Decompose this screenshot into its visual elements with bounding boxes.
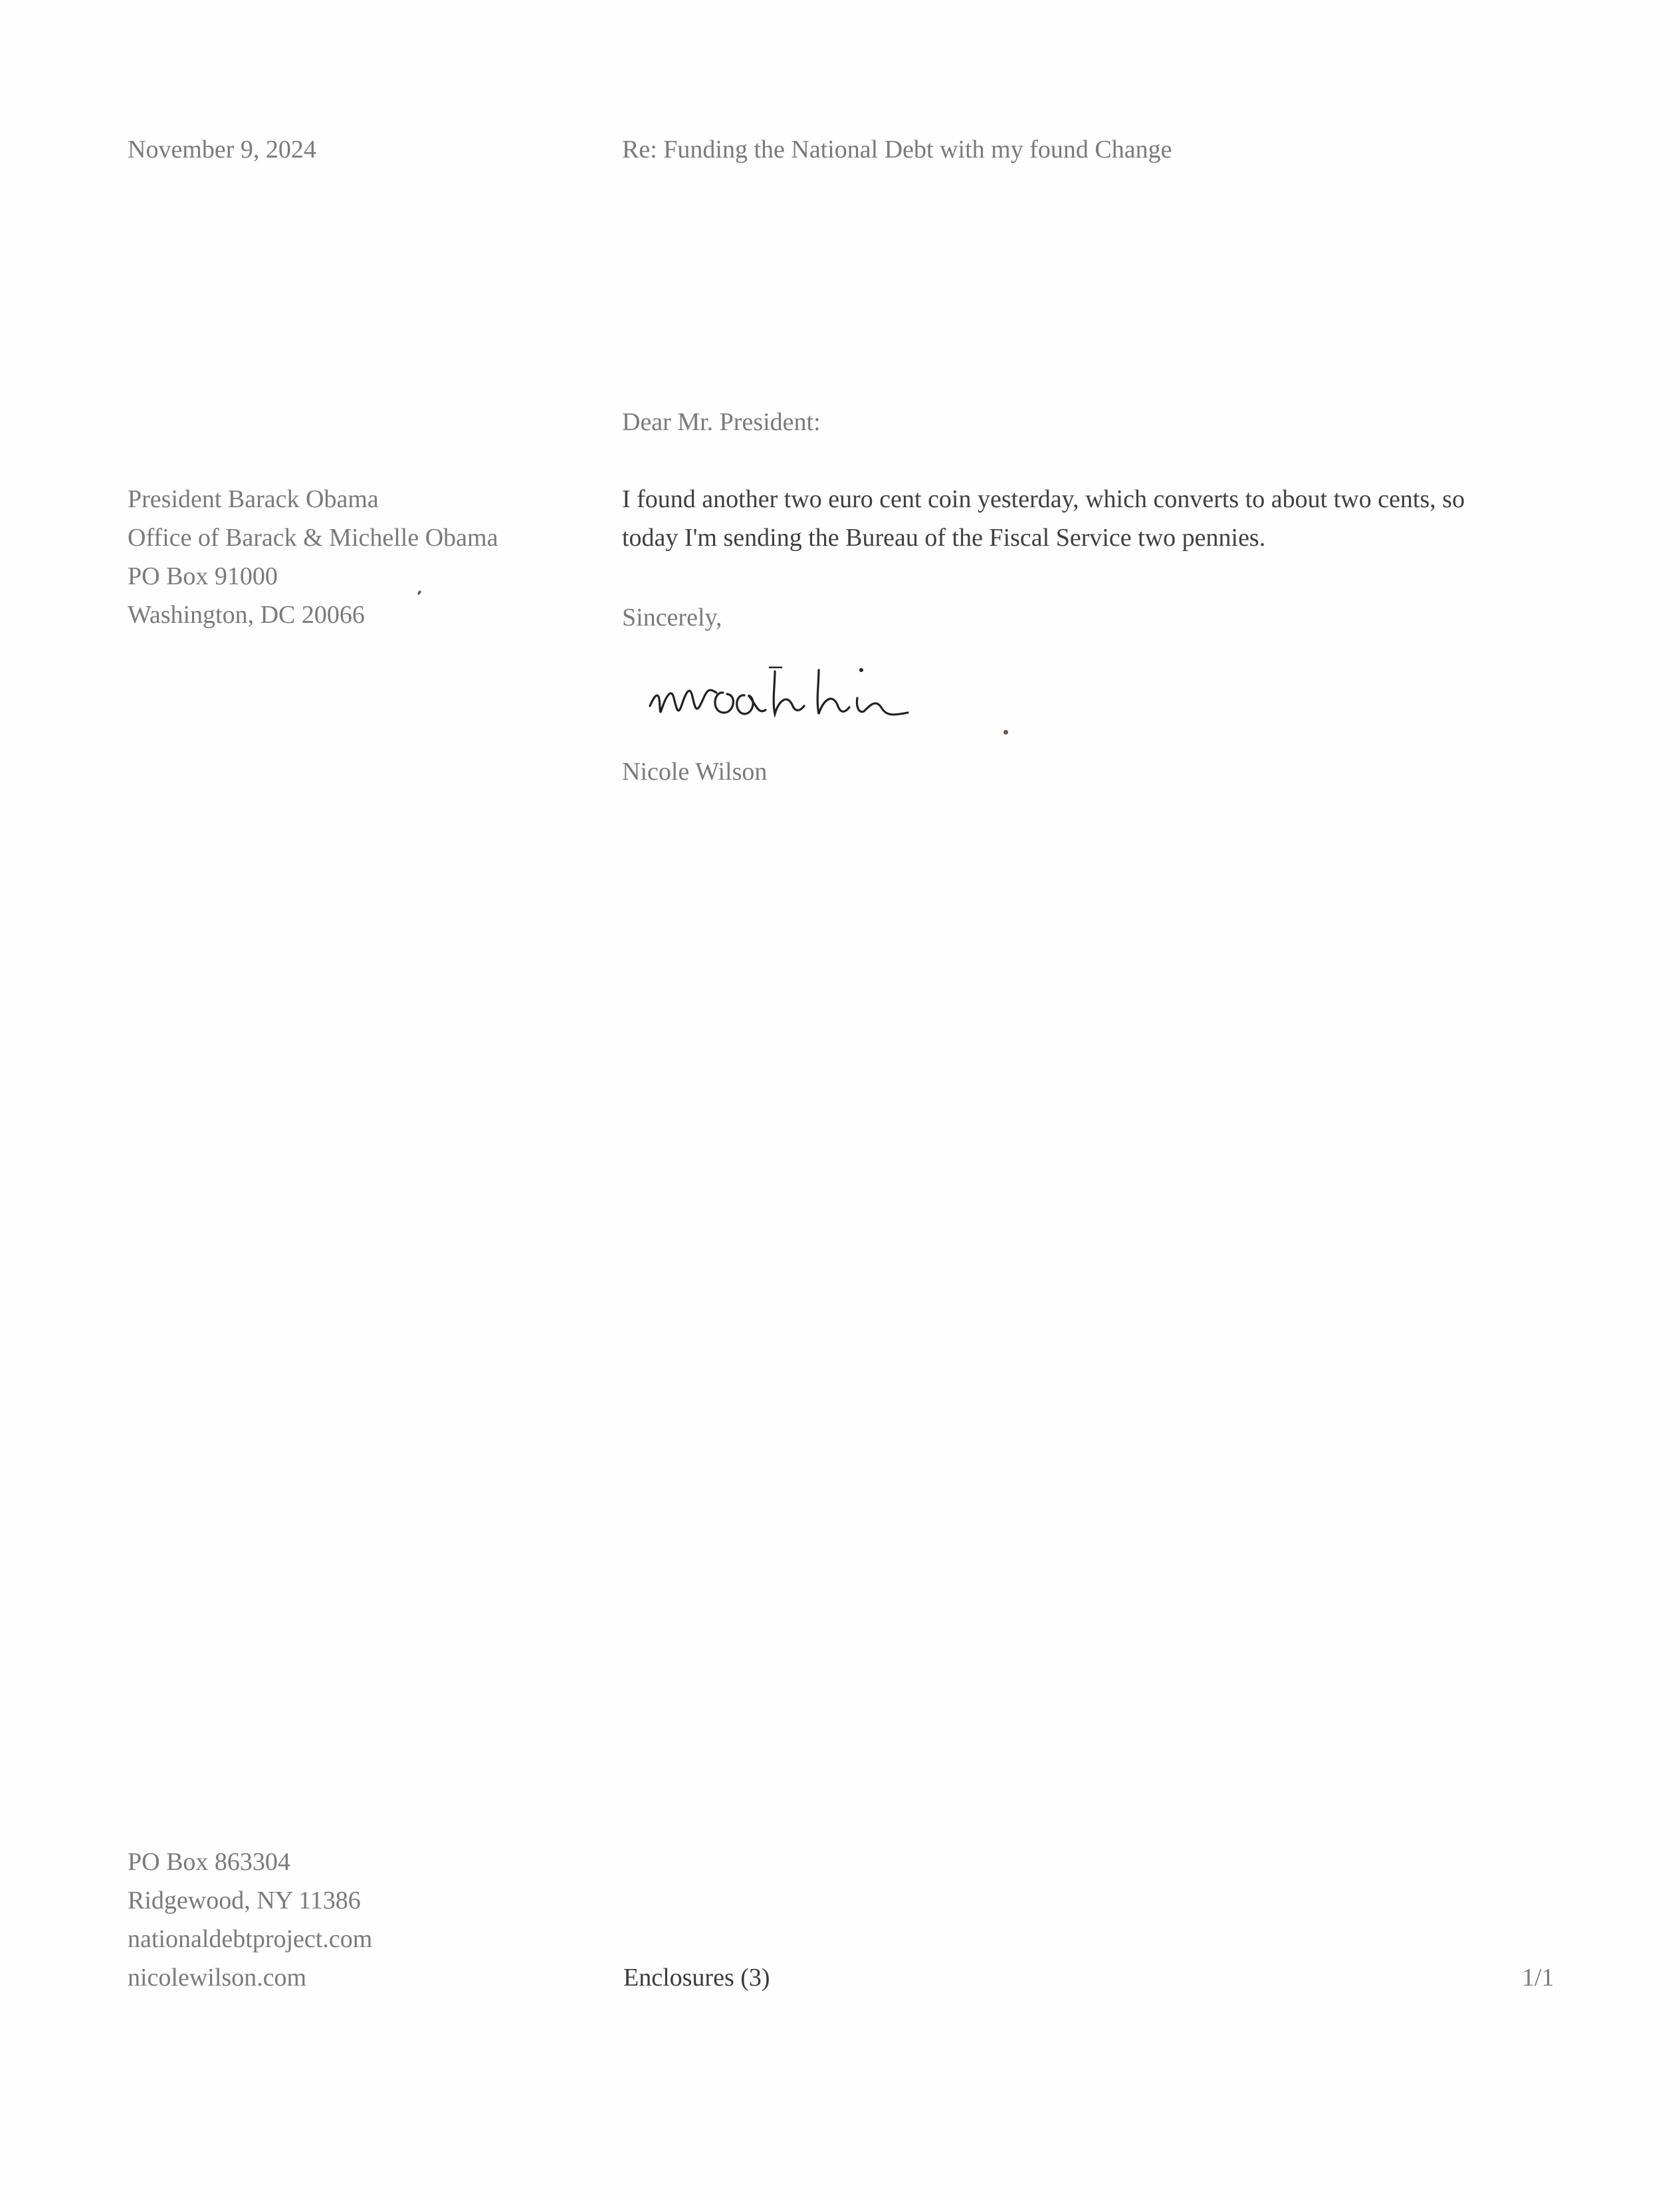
sender-website-personal: nicolewilson.com [128, 1964, 307, 1992]
signature-name: Nicole Wilson [622, 758, 768, 786]
handwritten-signature [645, 658, 937, 731]
sender-city: Ridgewood, NY 11386 [128, 1887, 361, 1914]
letter-date: November 9, 2024 [128, 136, 316, 164]
recipient-address [128, 480, 498, 634]
salutation: Dear Mr. President: [622, 408, 821, 436]
scan-speck [1003, 730, 1008, 735]
closing: Sincerely, [622, 604, 722, 632]
sender-po-box: PO Box 863304 [128, 1848, 290, 1876]
letter-body [622, 480, 1566, 557]
recipient-office: Office of Barack & Michelle Obama [128, 524, 498, 552]
enclosures-note: Enclosures (3) [623, 1964, 770, 1992]
body-line: I found another two euro cent coin yesterday, which converts to about two cents, so [622, 485, 1465, 513]
recipient-city: Washington, DC 20066 [128, 601, 365, 629]
recipient-name: President Barack Obama [128, 485, 379, 513]
sender-website-project: nationaldebtproject.com [128, 1925, 373, 1953]
sender-address [128, 1843, 372, 1997]
body-line: today I'm sending the Bureau of the Fiscal Service two pennies. [622, 524, 1266, 552]
page-number: 1/1 [1522, 1964, 1554, 1992]
recipient-po-box: PO Box 91000 [128, 562, 278, 590]
letter-subject: Re: Funding the National Debt with my found Change [622, 136, 1172, 164]
